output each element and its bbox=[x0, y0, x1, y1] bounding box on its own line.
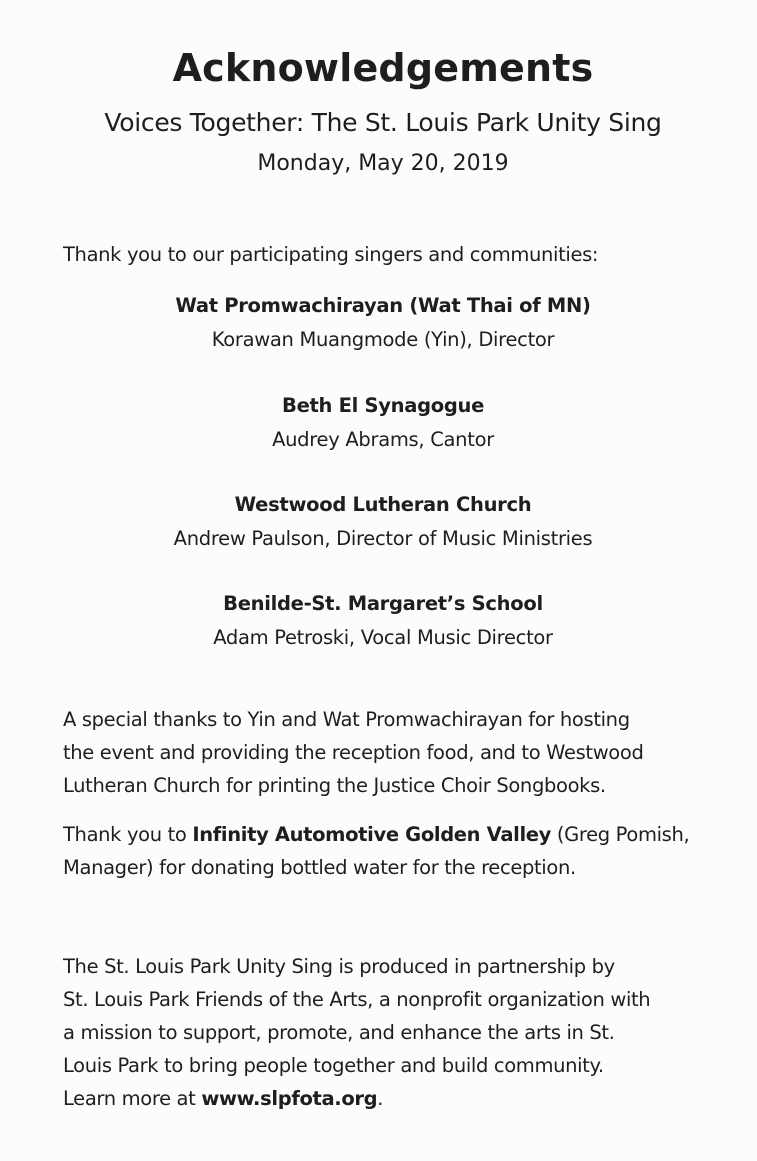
intro-text: Thank you to our participating singers and communities: bbox=[63, 243, 599, 266]
paragraph-line: Lutheran Church for printing the Justice Choir Songbooks. bbox=[63, 774, 606, 797]
learn-more-prefix: Learn more at bbox=[63, 1087, 202, 1110]
paragraph-line: Louis Park to bring people together and build community. bbox=[63, 1054, 604, 1077]
group-benilde-st-margarets bbox=[0, 587, 757, 654]
group-name: Westwood Lutheran Church bbox=[234, 493, 532, 516]
group-name: Wat Promwachirayan (Wat Thai of MN) bbox=[175, 294, 591, 317]
paragraph-line: a mission to support, promote, and enhance the arts in St. bbox=[63, 1021, 615, 1044]
sponsor-suffix: (Greg Pomish, bbox=[551, 823, 690, 846]
group-name: Benilde-St. Margaret’s School bbox=[223, 592, 543, 615]
event-subtitle: Voices Together: The St. Louis Park Unity Sing bbox=[104, 108, 662, 137]
page-title: Acknowledgements bbox=[172, 46, 594, 90]
sponsor-name: Infinity Automotive Golden Valley bbox=[192, 823, 552, 846]
paragraph-line: the event and providing the reception food, and to Westwood bbox=[63, 741, 644, 764]
event-date: Monday, May 20, 2019 bbox=[257, 151, 509, 176]
group-leader: Korawan Muangmode (Yin), Director bbox=[211, 328, 555, 351]
learn-more-suffix: . bbox=[377, 1087, 384, 1110]
special-thanks-paragraph bbox=[63, 703, 743, 802]
paragraph-line: Manager) for donating bottled water for the reception. bbox=[63, 856, 576, 879]
paragraph-line: The St. Louis Park Unity Sing is produced in partnership by bbox=[63, 955, 615, 978]
group-wat-promwachirayan bbox=[0, 289, 757, 356]
paragraph-line bbox=[63, 818, 743, 851]
group-leader: Audrey Abrams, Cantor bbox=[272, 428, 494, 451]
group-beth-el-synagogue bbox=[0, 389, 757, 456]
group-westwood-lutheran bbox=[0, 488, 757, 555]
sponsor-prefix: Thank you to bbox=[63, 823, 193, 846]
website-link[interactable]: www.slpfota.org bbox=[201, 1087, 378, 1110]
paragraph-line: St. Louis Park Friends of the Arts, a nonprofit organization with bbox=[63, 988, 651, 1011]
paragraph-line bbox=[63, 1082, 743, 1115]
about-paragraph bbox=[63, 950, 743, 1115]
group-leader: Andrew Paulson, Director of Music Ministries bbox=[173, 527, 593, 550]
group-leader: Adam Petroski, Vocal Music Director bbox=[213, 626, 553, 649]
group-name: Beth El Synagogue bbox=[282, 394, 484, 417]
sponsor-paragraph bbox=[63, 818, 743, 884]
paragraph-line: A special thanks to Yin and Wat Promwachirayan for hosting bbox=[63, 708, 630, 731]
